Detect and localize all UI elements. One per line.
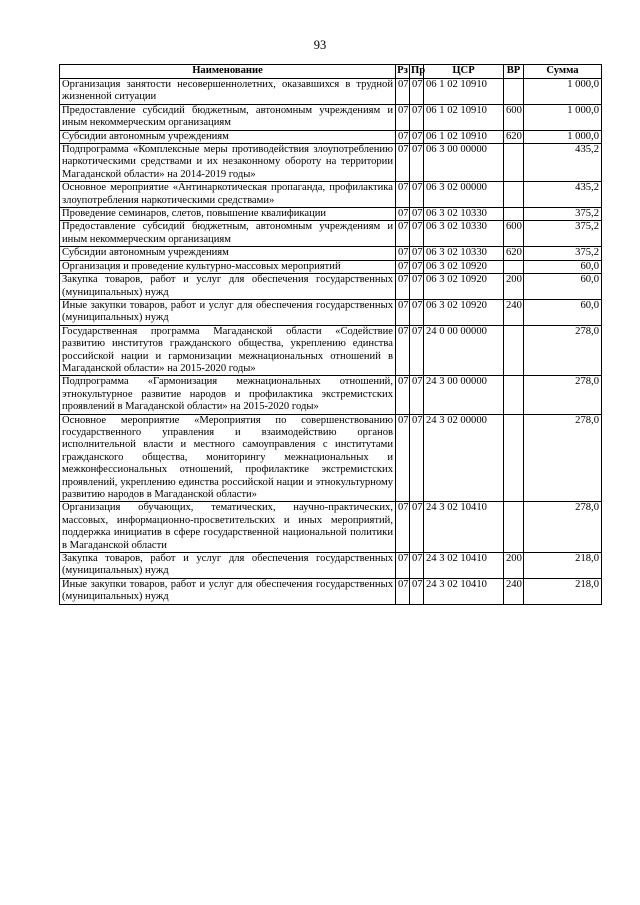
header-pr: Пр <box>410 65 424 79</box>
cell-name: Закупка товаров, работ и услуг для обеспечения государственных (муниципальных) нужд <box>60 553 396 579</box>
table-row <box>60 553 602 579</box>
cell-vr <box>504 79 524 105</box>
cell-pr: 07 <box>410 247 424 260</box>
cell-sum: 278,0 <box>524 325 602 376</box>
cell-name: Основное мероприятие «Антинаркотическая пропаганда, профилактика злоупотребления наркотическими средствами» <box>60 182 396 208</box>
cell-vr: 620 <box>504 130 524 143</box>
cell-sum: 60,0 <box>524 299 602 325</box>
cell-name: Субсидии автономным учреждениям <box>60 247 396 260</box>
budget-table <box>59 64 602 605</box>
cell-csr: 06 3 00 00000 <box>424 144 504 182</box>
cell-sum: 1 000,0 <box>524 130 602 143</box>
table-row <box>60 376 602 414</box>
cell-rz: 07 <box>396 182 410 208</box>
cell-vr: 240 <box>504 578 524 604</box>
table-row <box>60 247 602 260</box>
cell-vr: 200 <box>504 553 524 579</box>
cell-rz: 07 <box>396 274 410 300</box>
cell-name: Предоставление субсидий бюджетным, автономным учреждениям и иным некоммерческим организациям <box>60 221 396 247</box>
table-row <box>60 221 602 247</box>
cell-rz: 07 <box>396 208 410 221</box>
cell-pr: 07 <box>410 79 424 105</box>
cell-rz: 07 <box>396 247 410 260</box>
table-row <box>60 104 602 130</box>
cell-vr <box>504 502 524 553</box>
cell-sum: 375,2 <box>524 208 602 221</box>
table-row <box>60 260 602 273</box>
cell-name: Государственная программа Магаданской области «Содействие развитию институтов гражданского общества, укреплению единства российской нации и гармонизации межнациональных отношений в Магаданской области» на 2015-2020 годы» <box>60 325 396 376</box>
table-row <box>60 502 602 553</box>
cell-pr: 07 <box>410 104 424 130</box>
cell-rz: 07 <box>396 325 410 376</box>
cell-sum: 278,0 <box>524 376 602 414</box>
cell-pr: 07 <box>410 144 424 182</box>
cell-rz: 07 <box>396 553 410 579</box>
cell-sum: 1 000,0 <box>524 104 602 130</box>
cell-name: Организация и проведение культурно-массовых мероприятий <box>60 260 396 273</box>
cell-vr: 200 <box>504 274 524 300</box>
cell-name: Иные закупки товаров, работ и услуг для обеспечения государственных (муниципальных) нужд <box>60 299 396 325</box>
cell-vr <box>504 325 524 376</box>
cell-csr: 06 3 02 10330 <box>424 208 504 221</box>
header-csr: ЦСР <box>424 65 504 79</box>
cell-csr: 06 3 02 10920 <box>424 260 504 273</box>
table-row <box>60 144 602 182</box>
cell-rz: 07 <box>396 414 410 502</box>
cell-csr: 06 3 02 00000 <box>424 182 504 208</box>
cell-vr: 240 <box>504 299 524 325</box>
cell-csr: 06 3 02 10920 <box>424 299 504 325</box>
header-sum: Сумма <box>524 65 602 79</box>
cell-sum: 375,2 <box>524 247 602 260</box>
page-number: 93 <box>313 38 327 52</box>
table-row <box>60 325 602 376</box>
table-row <box>60 208 602 221</box>
cell-csr: 24 0 00 00000 <box>424 325 504 376</box>
cell-rz: 07 <box>396 578 410 604</box>
cell-name: Предоставление субсидий бюджетным, автономным учреждениям и иным некоммерческим организациям <box>60 104 396 130</box>
cell-rz: 07 <box>396 79 410 105</box>
cell-vr <box>504 376 524 414</box>
cell-pr: 07 <box>410 325 424 376</box>
header-rz: Рз <box>396 65 410 79</box>
cell-csr: 24 3 02 10410 <box>424 578 504 604</box>
cell-pr: 07 <box>410 130 424 143</box>
cell-sum: 1 000,0 <box>524 79 602 105</box>
header-vr: ВР <box>504 65 524 79</box>
cell-vr <box>504 414 524 502</box>
cell-vr: 620 <box>504 247 524 260</box>
cell-csr: 06 1 02 10910 <box>424 130 504 143</box>
cell-pr: 07 <box>410 578 424 604</box>
cell-pr: 07 <box>410 182 424 208</box>
cell-csr: 06 1 02 10910 <box>424 79 504 105</box>
cell-csr: 06 3 02 10330 <box>424 247 504 260</box>
cell-csr: 24 3 02 00000 <box>424 414 504 502</box>
cell-pr: 07 <box>410 414 424 502</box>
cell-sum: 60,0 <box>524 260 602 273</box>
table-header-row <box>60 65 602 79</box>
cell-name: Подпрограмма «Гармонизация межнациональных отношений, этнокультурное развитие народов и профилактика экстремистских проявлений в Магаданской области» на 2015-2020 годы» <box>60 376 396 414</box>
cell-rz: 07 <box>396 260 410 273</box>
cell-vr <box>504 144 524 182</box>
cell-vr <box>504 260 524 273</box>
cell-rz: 07 <box>396 144 410 182</box>
cell-pr: 07 <box>410 502 424 553</box>
table-row <box>60 414 602 502</box>
cell-name: Организация занятости несовершеннолетних, оказавшихся в трудной жизненной ситуации <box>60 79 396 105</box>
cell-sum: 435,2 <box>524 182 602 208</box>
cell-csr: 06 1 02 10910 <box>424 104 504 130</box>
cell-rz: 07 <box>396 502 410 553</box>
cell-vr: 600 <box>504 221 524 247</box>
cell-sum: 218,0 <box>524 578 602 604</box>
cell-vr <box>504 208 524 221</box>
cell-csr: 24 3 00 00000 <box>424 376 504 414</box>
cell-name: Субсидии автономным учреждениям <box>60 130 396 143</box>
cell-vr <box>504 182 524 208</box>
cell-csr: 24 3 02 10410 <box>424 553 504 579</box>
cell-sum: 218,0 <box>524 553 602 579</box>
table-row <box>60 274 602 300</box>
cell-rz: 07 <box>396 299 410 325</box>
cell-csr: 06 3 02 10330 <box>424 221 504 247</box>
cell-sum: 435,2 <box>524 144 602 182</box>
cell-sum: 60,0 <box>524 274 602 300</box>
cell-rz: 07 <box>396 221 410 247</box>
cell-pr: 07 <box>410 260 424 273</box>
cell-pr: 07 <box>410 221 424 247</box>
cell-name: Основное мероприятие «Мероприятия по совершенствованию государственного управления и взаимодействию органов исполнительной власти и местного самоуправления с институтами гражданского общества, мониторингу межнациональных и межконфессиональных отношений, профилактике экстремистских проявлений, укреплению единства российской нации и этнокультурному развитию народов в Магаданской области» <box>60 414 396 502</box>
cell-name: Проведение семинаров, слетов, повышение квалификации <box>60 208 396 221</box>
cell-sum: 278,0 <box>524 502 602 553</box>
table-row <box>60 182 602 208</box>
table-row <box>60 578 602 604</box>
table-row <box>60 130 602 143</box>
cell-csr: 24 3 02 10410 <box>424 502 504 553</box>
cell-csr: 06 3 02 10920 <box>424 274 504 300</box>
table-row <box>60 299 602 325</box>
cell-sum: 375,2 <box>524 221 602 247</box>
cell-pr: 07 <box>410 376 424 414</box>
header-name: Наименование <box>60 65 396 79</box>
table-row <box>60 79 602 105</box>
cell-name: Подпрограмма «Комплексные меры противодействия злоупотреблению наркотическими средствами и их незаконному обороту на территории Магаданской области» на 2014-2019 годы» <box>60 144 396 182</box>
cell-name: Организация обучающих, тематических, научно-практических, массовых, информационно-просветительских и иных мероприятий, поддержка инициатив в сфере государственной национальной политики в Магаданской области <box>60 502 396 553</box>
cell-pr: 07 <box>410 553 424 579</box>
cell-rz: 07 <box>396 130 410 143</box>
cell-rz: 07 <box>396 376 410 414</box>
cell-pr: 07 <box>410 208 424 221</box>
cell-pr: 07 <box>410 274 424 300</box>
cell-name: Закупка товаров, работ и услуг для обеспечения государственных (муниципальных) нужд <box>60 274 396 300</box>
cell-rz: 07 <box>396 104 410 130</box>
cell-vr: 600 <box>504 104 524 130</box>
table-body <box>60 79 602 605</box>
cell-name: Иные закупки товаров, работ и услуг для обеспечения государственных (муниципальных) нужд <box>60 578 396 604</box>
cell-sum: 278,0 <box>524 414 602 502</box>
cell-pr: 07 <box>410 299 424 325</box>
